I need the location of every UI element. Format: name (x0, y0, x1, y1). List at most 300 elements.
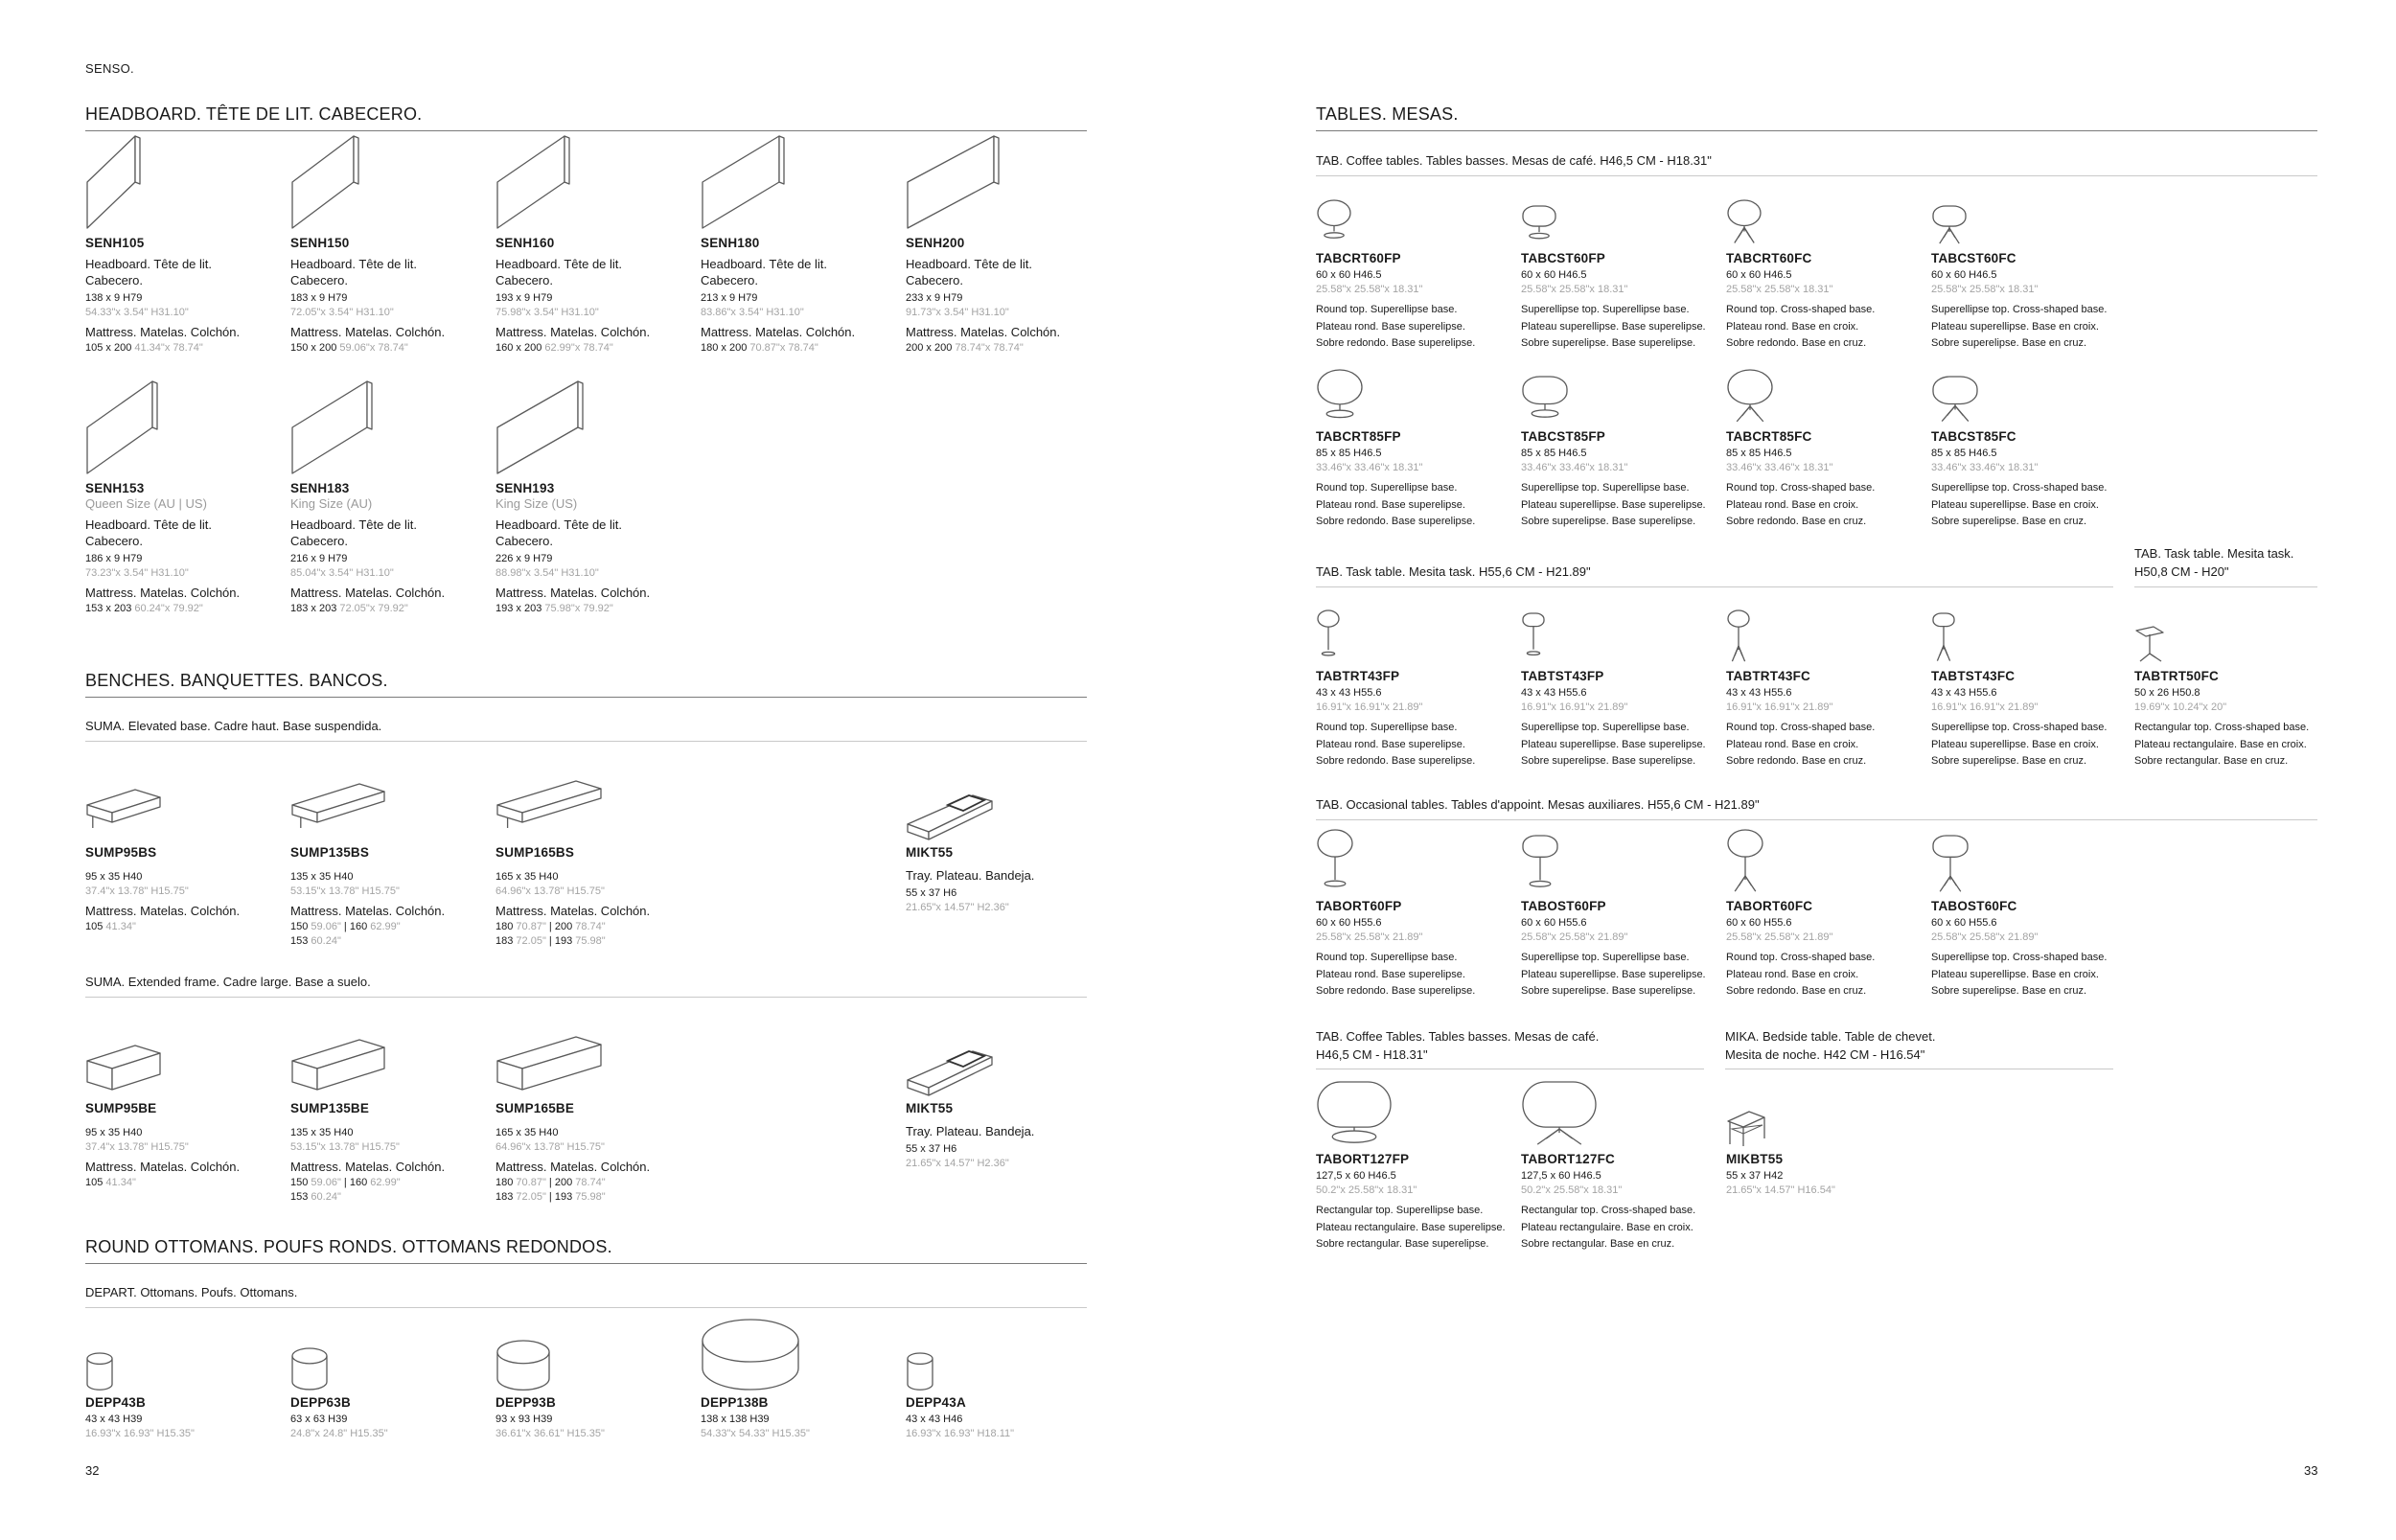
headboard-product (495, 146, 687, 354)
product-code: TABTRT43FC (1726, 669, 1810, 683)
description-line: Plateau superellipse. Base superelipse. (1521, 498, 1706, 511)
product-description: Tray. Plateau. Bandeja. (906, 1124, 1035, 1138)
mattress-label: Mattress. Matelas. Colchón. (290, 586, 446, 600)
product-illustration (85, 1311, 277, 1391)
table-illustration (1521, 375, 1571, 425)
mattress-cm: 153 (290, 935, 309, 947)
description-line: Cabecero. (290, 534, 348, 548)
description-line: Plateau rond. Base en croix. (1726, 968, 1859, 980)
mattress-inch: 59.06" (311, 921, 341, 932)
product-dimensions-inch: 37.4"x 13.78" H15.75" (85, 1141, 189, 1153)
mattress-label: Mattress. Matelas. Colchón. (495, 904, 651, 918)
tray-on-bench-illustration (906, 784, 994, 841)
product-dimensions-inch: 21.65"x 14.57" H2.36" (906, 1158, 1009, 1169)
product-description (495, 256, 687, 288)
product-illustration (1316, 366, 1508, 425)
description-line: Sobre superelipse. Base superelipse. (1521, 755, 1696, 767)
tray-product (906, 1011, 1097, 1169)
mattress-cm: 183 (495, 935, 514, 947)
product-illustration (1726, 606, 1918, 665)
product-description (906, 256, 1097, 288)
product-code: TABCRT60FC (1726, 251, 1812, 265)
benches-section-title: BENCHES. BANQUETTES. BANCOS. (85, 671, 388, 690)
product-dimensions-inch: 33.46"x 33.46"x 18.31" (1316, 462, 1423, 473)
description-line: Superellipse top. Cross-shaped base. (1931, 304, 2108, 315)
product-description (1726, 480, 1918, 531)
mika-label-line1: MIKA. Bedside table. Table de chevet. (1725, 1029, 1936, 1044)
mattress-cm: 160 x 200 (495, 342, 542, 354)
product-dimensions-cm: 60 x 60 H46.5 (1931, 269, 1997, 281)
product-code: SENH153 (85, 481, 145, 495)
description-line: Round top. Superellipse base. (1316, 722, 1458, 733)
bench-product (495, 1011, 687, 1203)
product-illustration (1521, 606, 1713, 665)
product-description (85, 256, 277, 288)
table-product (1726, 830, 1918, 1000)
headboard-illustration (290, 134, 363, 232)
product-code: MIKT55 (906, 845, 954, 860)
task-table-rule (1316, 586, 2113, 587)
product-dimensions-inch: 33.46"x 33.46"x 18.31" (1931, 462, 2039, 473)
product-illustration (701, 146, 892, 232)
product-dimensions-cm: 85 x 85 H46.5 (1316, 448, 1382, 459)
mattress-cm: 160 (349, 921, 368, 932)
headboard-product (290, 146, 482, 354)
mattress-cm: 193 (554, 935, 573, 947)
product-code: TABCRT85FP (1316, 429, 1401, 444)
headboard-product (85, 146, 277, 354)
task-table-2-label-line1: TAB. Task table. Mesita task. (2134, 546, 2294, 561)
product-illustration (290, 755, 482, 841)
product-code: TABCST85FP (1521, 429, 1606, 444)
description-line: Plateau superellipse. Base en croix. (1931, 738, 2099, 750)
product-dimensions-inch: 72.05"x 3.54" H31.10" (290, 307, 394, 318)
mattress-cm: 105 x 200 (85, 342, 132, 354)
task-table-2-rule (2134, 586, 2317, 587)
bench-illustration (495, 770, 605, 841)
table-illustration (1521, 1080, 1600, 1148)
product-dimensions-cm: 85 x 85 H46.5 (1521, 448, 1587, 459)
product-dimensions-cm: 43 x 43 H55.6 (1521, 687, 1587, 699)
occasional-tables-label: TAB. Occasional tables. Tables d'appoint. Mesas auxiliares. H55,6 CM - H21.89" (1316, 797, 1760, 812)
product-description (1931, 480, 2123, 531)
product-illustration (1931, 830, 2123, 895)
product-dimensions-cm: 135 x 35 H40 (290, 1127, 354, 1138)
table-illustration (1726, 609, 1753, 665)
product-dimensions-inch: 25.58"x 25.58"x 18.31" (1521, 284, 1628, 295)
product-illustration (1521, 1087, 1713, 1148)
description-line: Plateau rectangulaire. Base en croix. (2134, 738, 2307, 750)
description-line: Sobre redondo. Base en cruz. (1726, 755, 1867, 767)
headboard-illustration (85, 134, 145, 232)
product-description (1316, 1203, 1508, 1253)
description-line: Headboard. Tête de lit. (290, 517, 418, 532)
description-line: Superellipse top. Superellipse base. (1521, 304, 1690, 315)
description-line: Cabecero. (85, 534, 143, 548)
ottoman-illustration (290, 1346, 329, 1391)
headboard-product (290, 391, 482, 614)
mattress-inch: 62.99" (370, 921, 401, 932)
mattress-label: Mattress. Matelas. Colchón. (290, 904, 446, 918)
bench-product (495, 755, 687, 947)
mattress-cm: 193 x 203 (495, 603, 542, 614)
product-code: TABOST60FC (1931, 899, 2017, 913)
description-line: Sobre rectangular. Base superelipse. (1316, 1238, 1489, 1250)
description-line: Cabecero. (495, 273, 553, 287)
mattress-inch: 62.99"x 78.74" (544, 342, 613, 354)
mattress-label: Mattress. Matelas. Colchón. (85, 586, 241, 600)
product-illustration (290, 146, 482, 232)
table-product (1316, 190, 1508, 353)
suma-elevated-label: SUMA. Elevated base. Cadre haut. Base suspendida. (85, 719, 382, 733)
product-code: SENH180 (701, 236, 760, 250)
product-code: TABCST60FC (1931, 251, 2016, 265)
headboard-illustration (495, 379, 587, 477)
product-code: TABTRT43FP (1316, 669, 1400, 683)
product-dimensions-cm: 60 x 60 H46.5 (1316, 269, 1382, 281)
product-description (1521, 480, 1713, 531)
product-code: SUMP135BE (290, 1101, 370, 1115)
mattress-inch: 75.98"x 79.92" (544, 603, 613, 614)
ottoman-product (906, 1311, 1097, 1439)
product-dimensions-inch: 19.69"x 10.24"x 20" (2134, 701, 2227, 713)
product-code: MIKT55 (906, 1101, 954, 1115)
coffee-tables-2-label-line2: H46,5 CM - H18.31" (1316, 1047, 1428, 1062)
product-dimensions-cm: 60 x 60 H46.5 (1726, 269, 1792, 281)
mattress-cm: 180 (495, 1177, 514, 1188)
mattress-label: Mattress. Matelas. Colchón. (85, 1160, 241, 1174)
description-line: Round top. Cross-shaped base. (1726, 482, 1876, 494)
product-dimensions-inch: 25.58"x 25.58"x 21.89" (1726, 931, 1833, 943)
mattress-sizes-row: 183 72.05" | 193 75.98" (495, 1191, 606, 1203)
product-dimensions-cm: 165 x 35 H40 (495, 871, 559, 883)
bench-product (85, 1011, 277, 1188)
bench-illustration (85, 1034, 164, 1097)
product-code: DEPP43B (85, 1395, 146, 1410)
product-code: SENH193 (495, 481, 555, 495)
description-line: Sobre redondo. Base superelipse. (1316, 755, 1476, 767)
ottoman-product (290, 1311, 482, 1439)
product-code: TABORT60FC (1726, 899, 1813, 913)
product-dimensions-inch: 88.98"x 3.54" H31.10" (495, 567, 599, 579)
product-dimensions-inch: 24.8"x 24.8" H15.35" (290, 1428, 388, 1439)
product-code: TABORT127FP (1316, 1152, 1410, 1166)
description-line: Superellipse top. Superellipse base. (1521, 722, 1690, 733)
product-dimensions-inch: 83.86"x 3.54" H31.10" (701, 307, 804, 318)
mattress-cm: 150 x 200 (290, 342, 337, 354)
mattress-dimensions (290, 603, 482, 614)
description-line: Plateau superellipse. Base superelipse. (1521, 968, 1706, 980)
product-illustration (85, 391, 277, 477)
bench-illustration (85, 778, 164, 841)
mattress-dimensions (85, 342, 277, 354)
description-line: Round top. Cross-shaped base. (1726, 722, 1876, 733)
depart-rule (85, 1307, 1087, 1308)
product-description (1521, 720, 1713, 770)
description-line: Plateau rond. Base superelipse. (1316, 738, 1465, 750)
mattress-inch: 59.06"x 78.74" (339, 342, 408, 354)
suma-extended-label: SUMA. Extended frame. Cadre large. Base a suelo. (85, 975, 371, 989)
description-line: Superellipse top. Cross-shaped base. (1931, 722, 2108, 733)
product-dimensions-cm: 127,5 x 60 H46.5 (1316, 1170, 1396, 1182)
mattress-sizes-row (290, 1191, 482, 1203)
brand-name: SENSO. (85, 61, 134, 76)
mattress-inch: 70.87" (516, 921, 546, 932)
product-dimensions-inch: 21.65"x 14.57" H2.36" (906, 902, 1009, 913)
product-description (701, 256, 892, 288)
headboard-product (701, 146, 892, 354)
product-dimensions-inch: 16.91"x 16.91"x 21.89" (1521, 701, 1628, 713)
product-dimensions-inch: 75.98"x 3.54" H31.10" (495, 307, 599, 318)
description-line: Round top. Cross-shaped base. (1726, 952, 1876, 963)
description-line: Sobre superelipse. Base superelipse. (1521, 516, 1696, 527)
product-dimensions-inch: 16.93"x 16.93" H15.35" (85, 1428, 195, 1439)
product-description (290, 256, 482, 288)
product-dimensions-cm: 63 x 63 H39 (290, 1414, 348, 1425)
description-line: Sobre redondo. Base superelipse. (1316, 985, 1476, 997)
product-illustration (906, 1311, 1097, 1391)
mattress-label: Mattress. Matelas. Colchón. (85, 904, 241, 918)
description-line: Sobre rectangular. Base en cruz. (2134, 755, 2289, 767)
tables-rule (1316, 130, 2317, 131)
table-product (1931, 830, 2123, 1000)
table-illustration (1726, 828, 1766, 895)
mattress-sizes-row (290, 935, 482, 947)
product-description (1521, 950, 1713, 1000)
product-code: TABTST43FP (1521, 669, 1604, 683)
mattress-inch: 60.24" (311, 1191, 341, 1203)
description-line: Plateau rond. Base superelipse. (1316, 498, 1465, 511)
product-illustration (290, 391, 482, 477)
product-dimensions-inch: 53.15"x 13.78" H15.75" (290, 1141, 400, 1153)
mattress-inch: 41.34"x 78.74" (134, 342, 203, 354)
description-line: Sobre superelipse. Base en cruz. (1931, 516, 2087, 527)
product-illustration (1931, 606, 2123, 665)
product-dimensions-cm: 127,5 x 60 H46.5 (1521, 1170, 1601, 1182)
product-illustration (701, 1311, 892, 1391)
product-illustration (1521, 830, 1713, 895)
product-illustration (1726, 366, 1918, 425)
table-product (1521, 830, 1713, 1000)
product-dimensions-cm: 233 x 9 H79 (906, 292, 963, 304)
product-dimensions-cm: 60 x 60 H46.5 (1521, 269, 1587, 281)
product-dimensions-inch: 53.15"x 13.78" H15.75" (290, 885, 400, 897)
description-line: Rectangular top. Superellipse base. (1316, 1205, 1484, 1216)
table-illustration (1726, 368, 1776, 425)
table-illustration (1316, 368, 1366, 425)
product-description (1931, 720, 2123, 770)
product-illustration (1931, 366, 2123, 425)
description-line: Round top. Superellipse base. (1316, 304, 1458, 315)
description-line: Cabecero. (85, 273, 143, 287)
mattress-dimensions (495, 342, 687, 354)
product-code: TABORT60FP (1316, 899, 1402, 913)
description-line: Plateau rectangulaire. Base en croix. (1521, 1221, 1693, 1233)
mattress-dimensions (906, 342, 1097, 354)
description-line: Headboard. Tête de lit. (495, 517, 623, 532)
product-dimensions-inch: 25.58"x 25.58"x 18.31" (1931, 284, 2039, 295)
product-dimensions-inch: 16.91"x 16.91"x 21.89" (1726, 701, 1833, 713)
table-product (1726, 366, 1918, 531)
product-illustration (85, 1011, 277, 1097)
product-code: TABTST43FC (1931, 669, 2016, 683)
mattress-sizes-row: 180 70.87" | 200 78.74" (495, 921, 606, 932)
description-line: Superellipse top. Superellipse base. (1521, 952, 1690, 963)
headboard-product (85, 391, 277, 614)
description-line: Superellipse top. Superellipse base. (1521, 482, 1690, 494)
mattress-inch: 75.98" (575, 1191, 606, 1203)
mattress-inch: 78.74" (575, 1177, 606, 1188)
depart-label: DEPART. Ottomans. Poufs. Ottomans. (85, 1285, 298, 1299)
benches-rule (85, 697, 1087, 698)
table-illustration (1316, 1080, 1394, 1148)
table-product (1316, 366, 1508, 531)
mattress-label: Mattress. Matelas. Colchón. (495, 325, 651, 339)
mattress-dimensions (85, 603, 277, 614)
table-illustration (1521, 834, 1561, 895)
table-illustration (1931, 375, 1981, 425)
coffee-tables-rule (1316, 175, 2317, 176)
mattress-inch: 70.87" (516, 1177, 546, 1188)
product-description (1316, 720, 1508, 770)
description-line: Headboard. Tête de lit. (290, 257, 418, 271)
product-dimensions-inch: 25.58"x 25.58"x 21.89" (1521, 931, 1628, 943)
product-code: TABCST60FP (1521, 251, 1606, 265)
description-line: Headboard. Tête de lit. (495, 257, 623, 271)
table-product (1316, 1087, 1508, 1253)
mattress-cm: 180 (495, 921, 514, 932)
product-dimensions-inch: 64.96"x 13.78" H15.75" (495, 1141, 605, 1153)
product-dimensions-cm: 213 x 9 H79 (701, 292, 758, 304)
mattress-inch: 60.24"x 79.92" (134, 603, 203, 614)
description-line: Plateau rectangulaire. Base superelipse. (1316, 1221, 1506, 1233)
ottoman-illustration (701, 1318, 800, 1391)
product-dimensions-cm: 60 x 60 H55.6 (1521, 917, 1587, 929)
mattress-inch: 75.98" (575, 935, 606, 947)
mattress-sizes-row: 150 59.06" | 160 62.99" (290, 1177, 401, 1188)
ottomans-section-title: ROUND OTTOMANS. POUFS RONDS. OTTOMANS REDONDOS. (85, 1237, 612, 1256)
mattress-cm: 200 (554, 921, 573, 932)
mattress-label: Mattress. Matelas. Colchón. (85, 325, 241, 339)
product-illustration (906, 146, 1097, 232)
product-illustration (1726, 190, 1918, 247)
table-illustration (1316, 828, 1356, 895)
product-dimensions-cm: 43 x 43 H39 (85, 1414, 143, 1425)
description-line: Sobre redondo. Base en cruz. (1726, 516, 1867, 527)
table-illustration (1316, 198, 1354, 247)
mattress-cm: 180 x 200 (701, 342, 748, 354)
headboard-product (495, 391, 687, 614)
product-code: SUMP95BE (85, 1101, 157, 1115)
product-code: DEPP63B (290, 1395, 351, 1410)
description-line: Cabecero. (701, 273, 758, 287)
mattress-label: Mattress. Matelas. Colchón. (495, 1160, 651, 1174)
mattress-cm: 153 (290, 1191, 309, 1203)
product-code: DEPP93B (495, 1395, 556, 1410)
ottoman-product (701, 1311, 892, 1439)
description-line: Cabecero. (290, 273, 348, 287)
coffee-tables-2-label-line1: TAB. Coffee Tables. Tables basses. Mesas de café. (1316, 1029, 1600, 1044)
headboard-illustration (906, 134, 1003, 232)
suma-elevated-rule (85, 741, 1087, 742)
description-line: Superellipse top. Cross-shaped base. (1931, 952, 2108, 963)
product-dimensions-cm: 85 x 85 H46.5 (1726, 448, 1792, 459)
product-dimensions-cm: 216 x 9 H79 (290, 553, 348, 564)
product-dimensions-cm: 85 x 85 H46.5 (1931, 448, 1997, 459)
product-dimensions-inch: 85.04"x 3.54" H31.10" (290, 567, 394, 579)
coffee-tables-label: TAB. Coffee tables. Tables basses. Mesas de café. H46,5 CM - H18.31" (1316, 153, 1712, 168)
mattress-inch: 62.99" (370, 1177, 401, 1188)
description-line: Sobre redondo. Base superelipse. (1316, 516, 1476, 527)
mattress-inch: 72.05" (516, 935, 546, 947)
mattress-inch: 72.05" (516, 1191, 546, 1203)
mattress-inch: 41.34" (105, 1177, 136, 1188)
table-product (1316, 606, 1508, 770)
product-dimensions-inch: 37.4"x 13.78" H15.75" (85, 885, 189, 897)
bench-illustration (290, 1028, 388, 1097)
description-line: Sobre superelipse. Base superelipse. (1521, 985, 1696, 997)
table-product (2134, 606, 2326, 770)
product-dimensions-inch: 25.58"x 25.58"x 21.89" (1316, 931, 1423, 943)
mattress-sizes-row: 180 70.87" | 200 78.74" (495, 1177, 606, 1188)
mattress-dimensions (495, 603, 687, 614)
description-line: Round top. Cross-shaped base. (1726, 304, 1876, 315)
product-illustration (85, 146, 277, 232)
mattress-sizes-row: 150 59.06" | 160 62.99" (290, 921, 401, 932)
product-dimensions-cm: 60 x 60 H55.6 (1726, 917, 1792, 929)
product-illustration (1726, 830, 1918, 895)
mattress-inch: 70.87"x 78.74" (749, 342, 818, 354)
occasional-tables-rule (1316, 819, 2317, 820)
product-dimensions-cm: 95 x 35 H40 (85, 871, 143, 883)
mattress-inch: 59.06" (311, 1177, 341, 1188)
mattress-dimensions (290, 342, 482, 354)
product-dimensions-inch: 50.2"x 25.58"x 18.31" (1316, 1184, 1417, 1196)
ottoman-illustration (906, 1351, 934, 1391)
description-line: Plateau rond. Base en croix. (1726, 320, 1859, 333)
bedside-table-product (1726, 1087, 1918, 1196)
product-illustration (495, 755, 687, 841)
description-line: Plateau rond. Base superelipse. (1316, 968, 1465, 980)
product-illustration (290, 1011, 482, 1097)
table-product (1931, 606, 2123, 770)
table-illustration (1316, 609, 1343, 665)
headboard-illustration (85, 379, 162, 477)
mattress-cm: 150 (290, 921, 309, 932)
mattress-sizes-row (85, 1177, 277, 1188)
table-illustration (1521, 204, 1559, 247)
product-code: SUMP95BS (85, 845, 157, 860)
product-description (1316, 950, 1508, 1000)
mattress-cm: 200 x 200 (906, 342, 953, 354)
description-line: Headboard. Tête de lit. (85, 517, 213, 532)
product-illustration (1316, 1087, 1508, 1148)
description-line: Sobre superelipse. Base en cruz. (1931, 337, 2087, 349)
table-product (1521, 1087, 1713, 1253)
product-dimensions-cm: 43 x 43 H55.6 (1316, 687, 1382, 699)
mattress-inch: 78.74"x 78.74" (955, 342, 1024, 354)
product-size-label: King Size (US) (495, 496, 578, 511)
product-illustration (906, 1011, 1097, 1097)
product-description (1931, 302, 2123, 353)
product-code: SENH160 (495, 236, 555, 250)
mattress-cm: 160 (349, 1177, 368, 1188)
description-line: Round top. Superellipse base. (1316, 482, 1458, 494)
description-line: Sobre superelipse. Base en cruz. (1931, 985, 2087, 997)
mattress-cm: 105 (85, 1177, 104, 1188)
mattress-sizes-row: 183 72.05" | 193 75.98" (495, 935, 606, 947)
ottoman-product (495, 1311, 687, 1439)
